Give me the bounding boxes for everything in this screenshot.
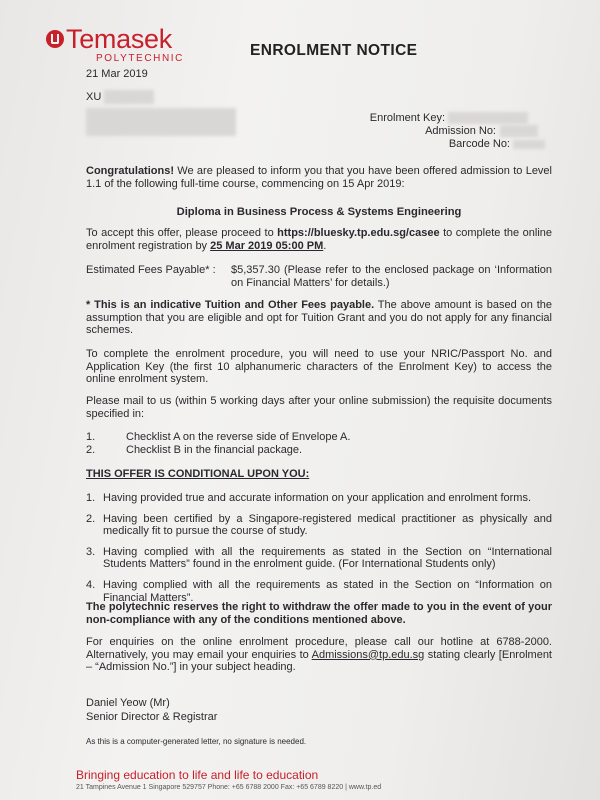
list-num: 1. [86, 431, 96, 443]
list-item [86, 492, 552, 505]
list-num: 3. [86, 545, 96, 558]
list-text: Having complied with all the requirements as stated in the Section on “International Students Matters” found in the enrolment guide. (For International Students only) [103, 545, 552, 571]
computer-generated-note: As this is a computer-generated letter, no signature is needed. [86, 737, 307, 746]
accept-pre: To accept this offer, please proceed to [86, 227, 278, 239]
list-text: Checklist B in the financial package. [126, 443, 303, 456]
reserve-notice: The polytechnic reserves the right to withdraw the offer made to you in the event of your non-compliance with any of the conditions mentioned above. [86, 601, 552, 626]
checklist [86, 431, 552, 456]
congratulations-paragraph [86, 165, 552, 190]
list-text: Checklist A on the reverse side of Envelope A. [126, 431, 351, 443]
enquiry-pre: For enquiries on the online enrolment procedure, please call our hotline at 6788-2000. Alternatively, you may email your enquiries to [86, 636, 552, 661]
list-num: 2. [86, 443, 96, 456]
signatory-name: Daniel Yeow (Mr) [86, 697, 170, 709]
list-num: 4. [86, 578, 96, 591]
enquiry-post: stating clearly [Enrolment – “Admission No.”] in your subject heading. [86, 648, 552, 674]
footer-tagline: Bringing education to life and life to education [76, 768, 319, 782]
list-num: 2. [86, 512, 96, 525]
footer-address: 21 Tampines Avenue 1 Singapore 529757 Phone: +65 6788 2000 Fax: +65 6789 8220 | www.tp.ed [76, 784, 382, 791]
recipient-name: XU [86, 91, 102, 103]
accept-end: . [323, 239, 327, 252]
course-title: Diploma in Business Process & Systems Engineering [176, 206, 462, 218]
conditional-heading: THIS OFFER IS CONDITIONAL UPON YOU: [86, 468, 310, 480]
temasek-logo-icon [46, 30, 64, 48]
accept-deadline: 25 Mar 2019 05:00 PM [210, 239, 324, 252]
admissions-email-link[interactable]: Admissions@tp.edu.sg [311, 648, 425, 661]
list-item [86, 513, 552, 538]
note-text: The above amount is based on the assumption that you are eligible and opt for Tuition Grant and you do not apply for any financial schemes. [86, 299, 552, 337]
barcode-no-value [513, 140, 545, 149]
logo-name: Temasek [66, 24, 172, 54]
logo-subtitle: POLYTECHNIC [96, 53, 184, 64]
list-text: Having provided true and accurate information on your application and enrolment forms. [103, 492, 532, 504]
redacted-name [104, 90, 154, 104]
admission-no-label: Admission No: [425, 125, 496, 137]
note-bold: * This is an indicative Tuition and Other Fees payable. [86, 299, 375, 311]
list-text: Having complied with all the requirements as stated in the Section on “Information on Financial Matters”. [103, 578, 552, 604]
fees-value: $5,357.30 (Please refer to the enclosed package on ‘Information on Financial Matters’ for details.) [231, 264, 552, 289]
page-title: ENROLMENT NOTICE [250, 42, 418, 59]
list-text: Having been certified by a Singapore-registered medical practitioner as physically and medically fit to pursue the course of study. [103, 512, 552, 538]
indicative-note [86, 299, 552, 337]
list-item [86, 431, 552, 444]
list-num: 1. [86, 492, 96, 504]
accept-paragraph [86, 227, 552, 252]
barcode-no-label: Barcode No: [448, 138, 510, 150]
complete-procedure-paragraph: To complete the enrolment procedure, you will need to use your NRIC/Passport No. and Application Key (the first 10 alphanumeric characters of the Enrolment Key) to access the online enrolment system. [86, 348, 552, 386]
admission-no-value [500, 125, 538, 137]
accept-url[interactable]: https://bluesky.tp.edu.sg/casee [277, 227, 440, 239]
mail-paragraph: Please mail to us (within 5 working days after your online submission) the requisite documents specified in: [86, 395, 552, 420]
redacted-address [86, 108, 236, 136]
enrolment-key-value [448, 112, 528, 124]
conditions-list [86, 492, 552, 612]
list-item [86, 546, 552, 571]
fees-label: Estimated Fees Payable* : [86, 264, 216, 276]
list-item [86, 444, 552, 457]
enquiry-paragraph [86, 636, 552, 674]
congrats-bold: Congratulations! [86, 165, 174, 177]
signatory-role: Senior Director & Registrar [86, 711, 218, 723]
accept-mid: to complete the online enrolment registration by [86, 227, 552, 252]
congrats-text: We are pleased to inform you that you have been offered admission to Level 1.1 of the following full-time course, commencing on 15 Apr 2019: [86, 165, 552, 190]
letter-date: 21 Mar 2019 [86, 68, 148, 80]
enrolment-key-label: Enrolment Key: [369, 112, 445, 124]
